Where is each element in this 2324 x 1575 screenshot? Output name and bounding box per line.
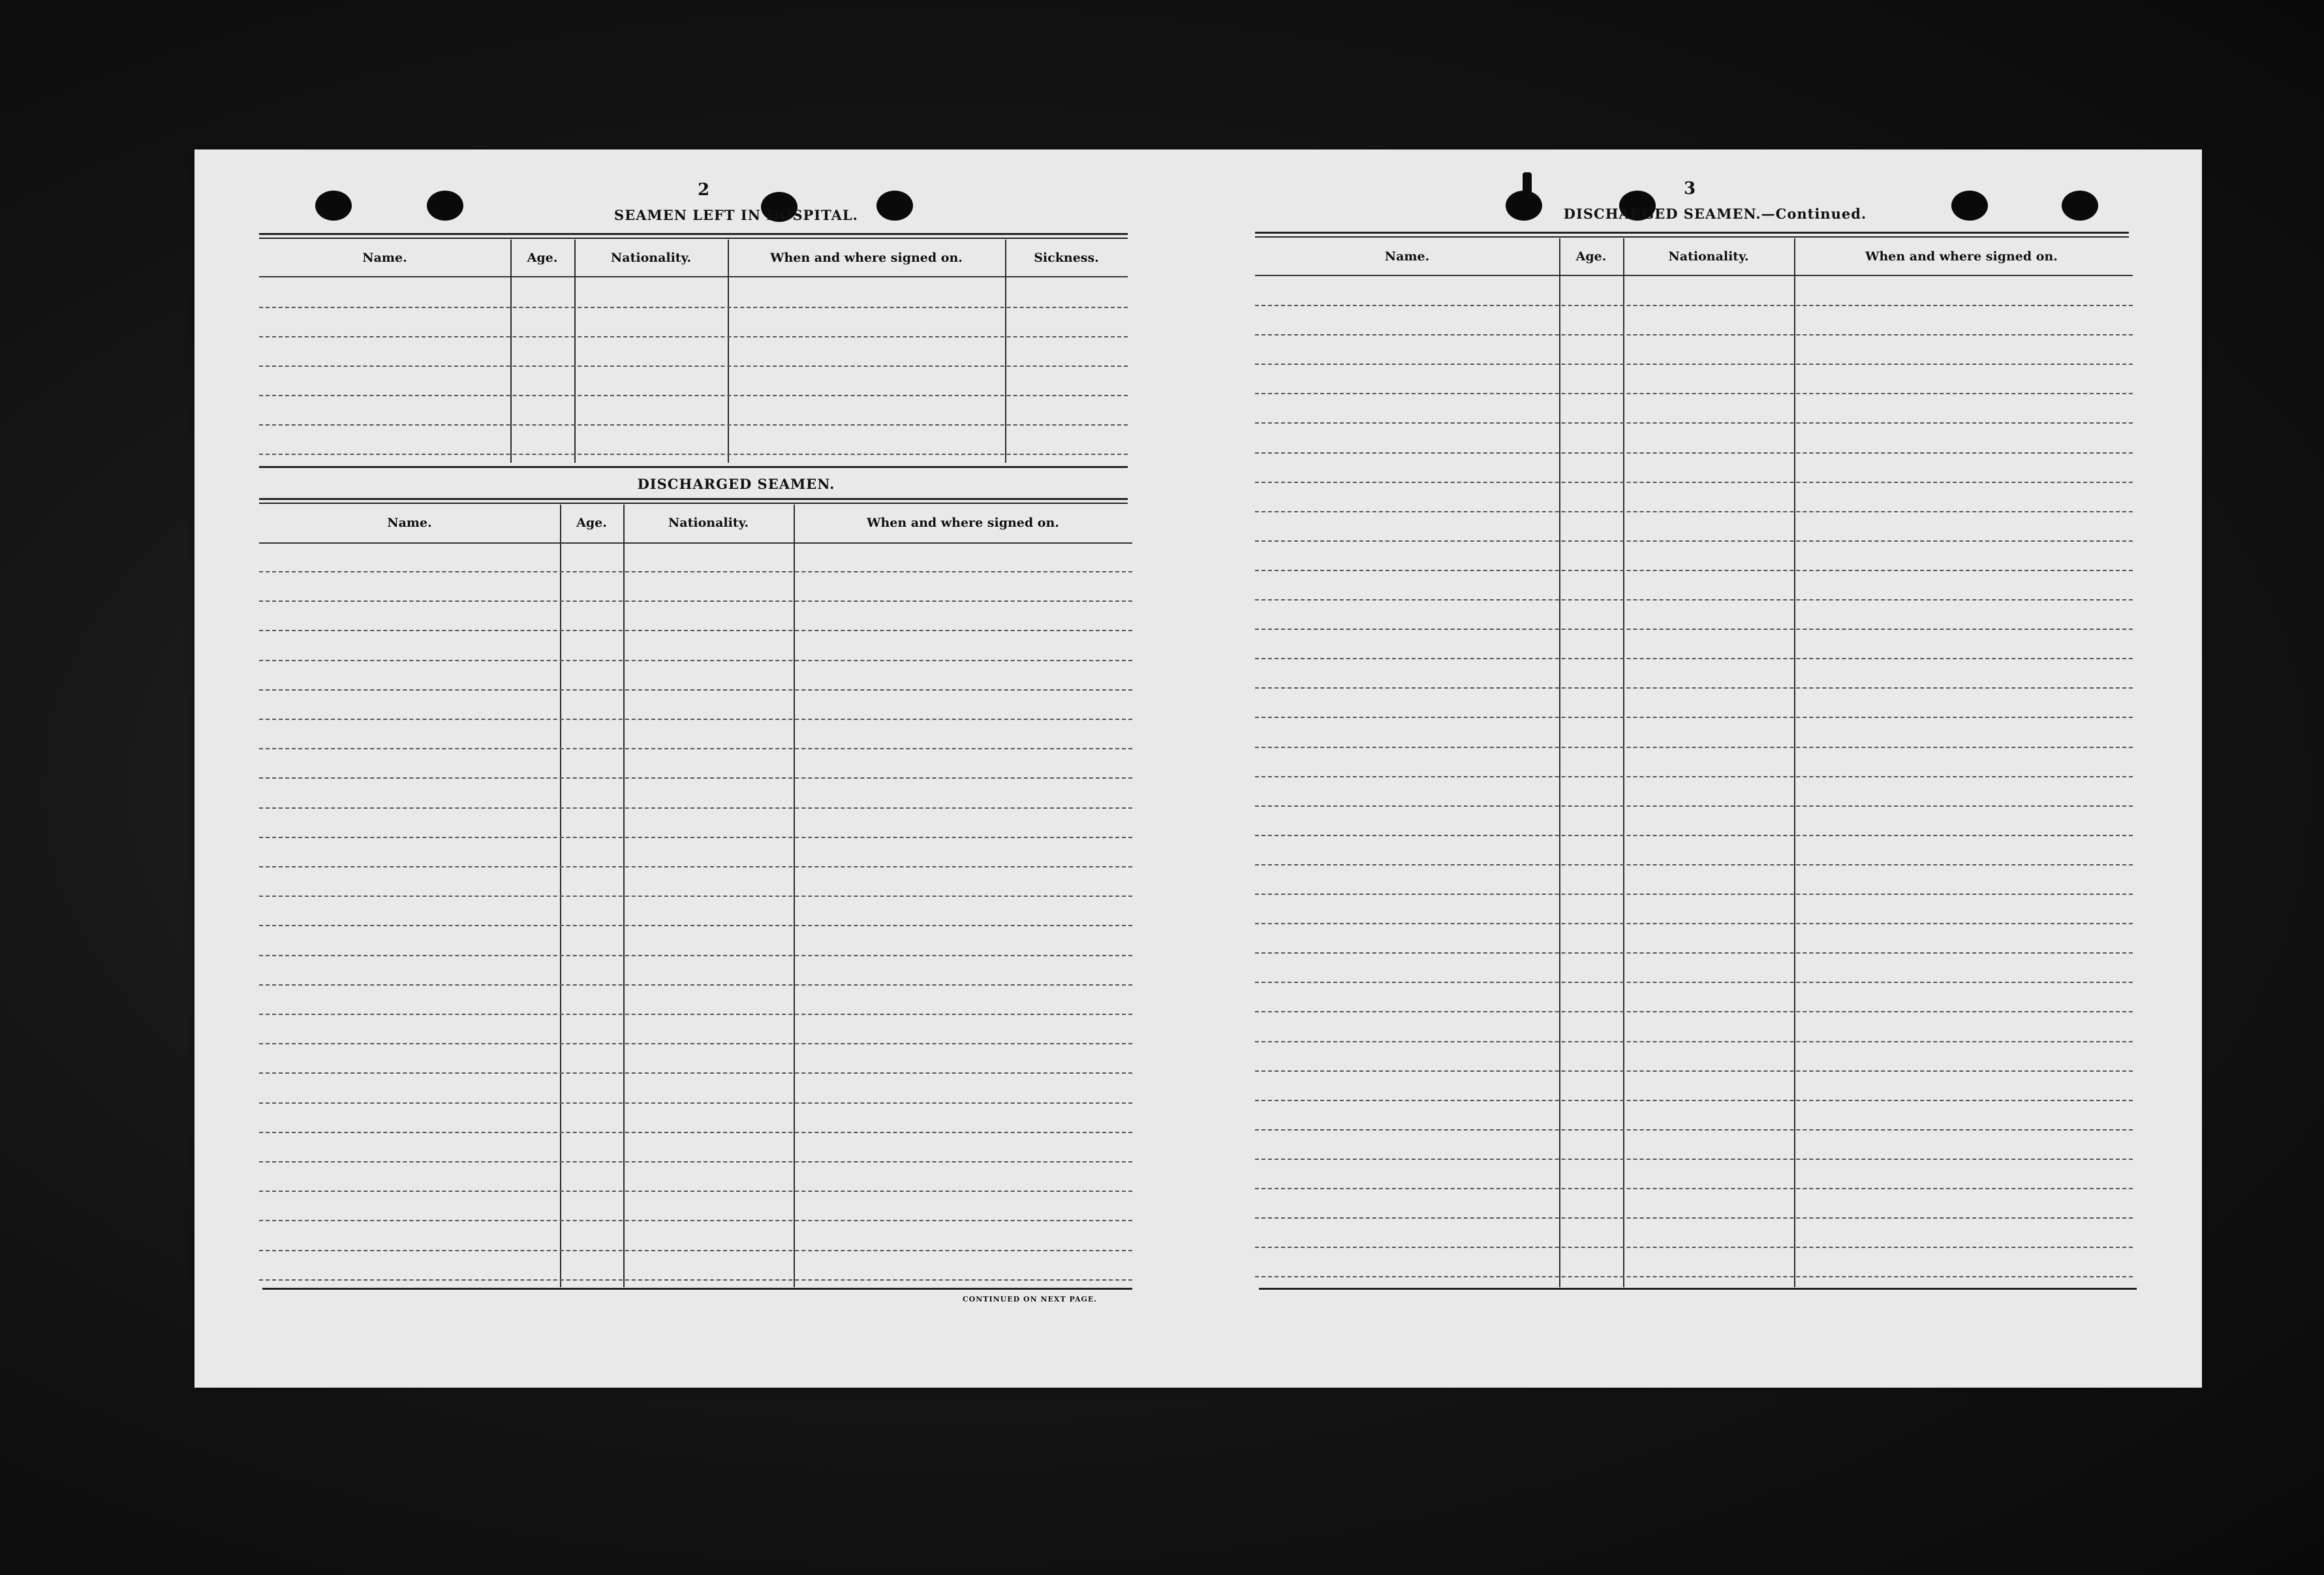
continued-bottom-rule <box>1259 1288 2137 1290</box>
blank-entry-row <box>1255 599 2133 600</box>
blank-entry-row <box>259 424 1128 426</box>
blank-entry-row <box>259 866 1132 867</box>
punch-hole <box>315 191 352 221</box>
blank-entry-row <box>259 571 1132 572</box>
column-header-nationality: Nationality. <box>668 516 749 530</box>
column-header-nationality: Nationality. <box>610 251 692 265</box>
blank-entry-row <box>259 1014 1132 1015</box>
blank-entry-row <box>1255 305 2133 306</box>
blank-entry-row <box>259 955 1132 956</box>
blank-entry-row <box>1255 540 2133 542</box>
blank-entry-row <box>259 1220 1132 1221</box>
column-header-signed-on: When and where signed on. <box>1865 249 2058 264</box>
blank-entry-row <box>1255 805 2133 807</box>
discharged-top-rule <box>259 503 1128 504</box>
ink-blot <box>1523 172 1532 195</box>
blank-entry-row <box>1255 393 2133 394</box>
blank-entry-row <box>1255 364 2133 365</box>
blank-entry-row <box>259 837 1132 838</box>
header-underline <box>259 276 1128 277</box>
discharged-continued-section-title: DISCHARGED SEAMEN.—Continued. <box>1563 206 1867 222</box>
blank-entry-row <box>259 307 1128 308</box>
blank-entry-row <box>1255 511 2133 512</box>
column-divider <box>728 240 729 463</box>
blank-entry-row <box>259 748 1132 749</box>
blank-entry-row <box>1255 452 2133 454</box>
hospital-section-title: SEAMEN LEFT IN HOSPITAL. <box>614 207 858 223</box>
blank-entry-row <box>259 719 1132 720</box>
blank-entry-row <box>1255 1247 2133 1248</box>
punch-hole <box>2062 191 2098 221</box>
blank-entry-row <box>259 454 1128 455</box>
blank-entry-row <box>1255 894 2133 895</box>
continued-on-next-page-note: CONTINUED ON NEXT PAGE. <box>962 1295 1098 1303</box>
blank-entry-row <box>259 1279 1132 1281</box>
blank-entry-row <box>1255 982 2133 983</box>
blank-entry-row <box>1255 629 2133 630</box>
column-header-age: Age. <box>576 516 607 530</box>
blank-entry-row <box>1255 717 2133 718</box>
blank-entry-row <box>1255 570 2133 571</box>
blank-entry-row <box>259 807 1132 809</box>
blank-entry-row <box>1255 1276 2133 1277</box>
blank-entry-row <box>259 600 1132 602</box>
blank-entry-row <box>1255 1188 2133 1189</box>
blank-entry-row <box>1255 1129 2133 1131</box>
form-sheet <box>194 149 2202 1388</box>
blank-entry-row <box>1255 658 2133 659</box>
column-header-signed-on: When and where signed on. <box>867 516 1059 530</box>
hospital-bottom-rule <box>259 466 1128 468</box>
hospital-table <box>259 240 1128 463</box>
blank-entry-row <box>1255 1011 2133 1012</box>
blank-entry-row <box>259 925 1132 926</box>
blank-entry-row <box>1255 747 2133 748</box>
blank-entry-row <box>1255 1100 2133 1101</box>
blank-entry-row <box>259 1161 1132 1162</box>
blank-entry-row <box>259 984 1132 986</box>
column-header-nationality: Nationality. <box>1668 249 1749 264</box>
column-header-sickness: Sickness. <box>1034 251 1099 265</box>
blank-entry-row <box>259 336 1128 337</box>
blank-entry-row <box>1255 422 2133 424</box>
column-header-age: Age. <box>527 251 558 265</box>
right-page-number: 3 <box>1683 179 1696 198</box>
blank-entry-row <box>1255 687 2133 689</box>
continued-top-rule <box>1255 232 2129 234</box>
blank-entry-row <box>1255 1070 2133 1072</box>
blank-entry-row <box>1255 864 2133 865</box>
header-underline <box>1255 275 2133 276</box>
blank-entry-row <box>1255 776 2133 777</box>
hospital-top-rule <box>259 238 1128 239</box>
blank-entry-row <box>1255 1041 2133 1042</box>
blank-entry-row <box>259 1043 1132 1044</box>
left-page-number: 2 <box>697 180 710 200</box>
header-underline <box>259 542 1132 544</box>
blank-entry-row <box>259 1072 1132 1074</box>
blank-entry-row <box>259 395 1128 396</box>
blank-entry-row <box>259 1102 1132 1104</box>
blank-entry-row <box>259 366 1128 367</box>
column-header-name: Name. <box>362 251 407 265</box>
blank-entry-row <box>259 777 1132 779</box>
blank-entry-row <box>1255 952 2133 954</box>
column-header-age: Age. <box>1575 249 1607 264</box>
discharged-table <box>259 505 1132 1287</box>
blank-entry-row <box>1255 482 2133 483</box>
blank-entry-row <box>259 1191 1132 1192</box>
column-header-name: Name. <box>387 516 432 530</box>
continued-top-rule <box>1255 236 2129 238</box>
blank-entry-row <box>259 1132 1132 1133</box>
column-header-name: Name. <box>1384 249 1430 264</box>
column-divider <box>510 240 512 463</box>
blank-entry-row <box>259 630 1132 631</box>
blank-entry-row <box>259 896 1132 897</box>
blank-entry-row <box>1255 334 2133 335</box>
discharged-continued-table <box>1255 238 2133 1287</box>
blank-entry-row <box>259 660 1132 661</box>
blank-entry-row <box>259 1250 1132 1251</box>
hospital-top-rule <box>259 233 1128 235</box>
blank-entry-row <box>1255 1159 2133 1160</box>
blank-entry-row <box>1255 923 2133 924</box>
discharged-section-title: DISCHARGED SEAMEN. <box>637 476 835 492</box>
blank-entry-row <box>1255 1217 2133 1219</box>
blank-entry-row <box>259 689 1132 691</box>
blank-entry-row <box>1255 835 2133 836</box>
column-divider <box>574 240 576 463</box>
discharged-top-rule <box>259 498 1128 500</box>
discharged-bottom-rule <box>262 1288 1132 1290</box>
column-header-signed-on: When and where signed on. <box>770 251 963 265</box>
column-divider <box>1005 240 1006 463</box>
